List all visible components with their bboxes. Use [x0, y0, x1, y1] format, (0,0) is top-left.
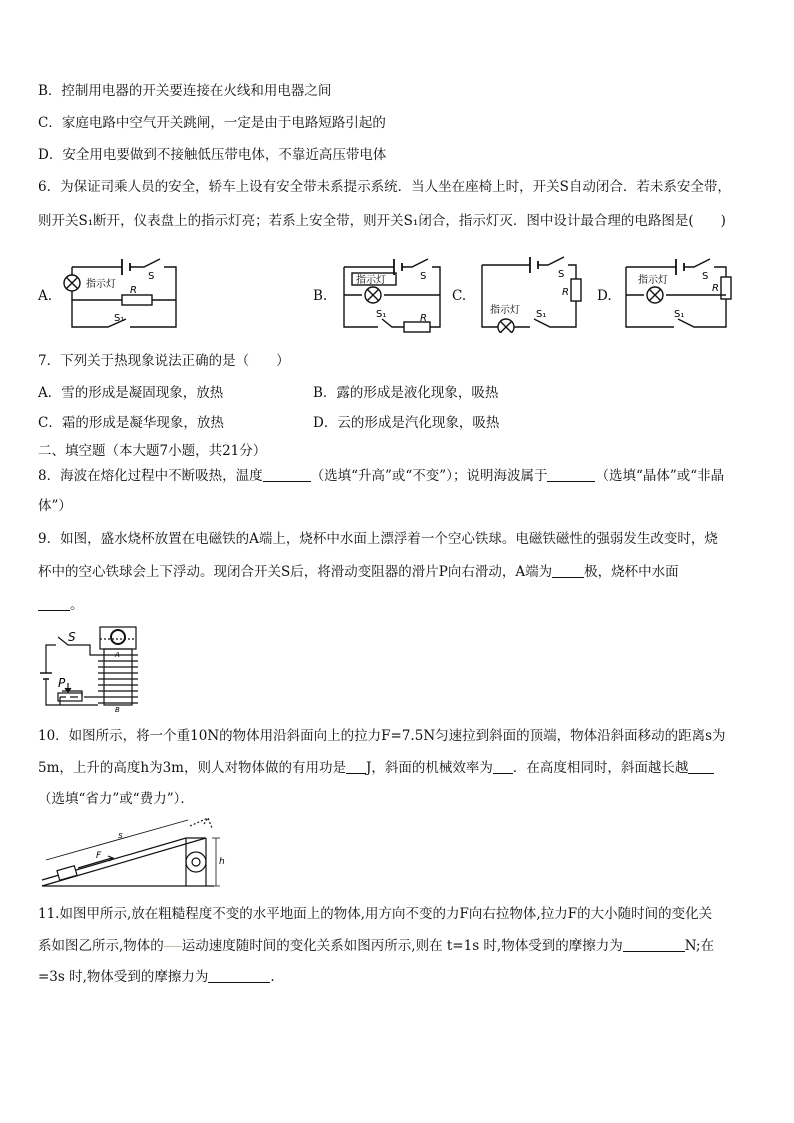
q9-line1: 9．如图，盛水烧杯放置在电磁铁的A端上，烧杯中水面上漂浮着一个空心铁球。电磁铁磁性的强弱发生改变时，烧 [38, 531, 718, 547]
q6-stem-line2: 则开关S₁断开，仪表盘上的指示灯亮；若系上安全带，则开关S₁闭合，指示灯灭．图中设计最合理的电路图是( ) [38, 213, 726, 229]
q5-option-c: C．家庭电路中空气开关跳闸，一定是由于电路短路引起的 [38, 115, 386, 131]
q7-option-b: B．露的形成是液化现象，吸热 [313, 385, 499, 401]
switch-s1-label: S₁ [536, 309, 547, 320]
switch-s-label: S [420, 271, 427, 282]
circuit-diagram-a [60, 255, 185, 333]
lamp-label: 指示灯 [86, 279, 116, 290]
q8-line1: 8．海波在熔化过程中不断吸热，温度 （选填“升高”或“不变”）；说明海波属于 （选填“晶体”或“非晶 [38, 468, 725, 484]
resistor-r-label: R [130, 285, 137, 296]
q5-option-b: B．控制用电器的开关要连接在火线和用电器之间 [38, 83, 332, 99]
switch-s-label: S [558, 269, 565, 280]
q6-option-a-label: A. [38, 288, 53, 304]
switch-s-label: S [68, 630, 76, 644]
answer-blank[interactable] [688, 759, 714, 774]
q7-stem: 7．下列关于热现象说法正确的是（ ） [38, 353, 290, 369]
answer-blank[interactable] [346, 759, 366, 774]
lamp-label: 指示灯 [356, 275, 386, 286]
end-b-label: B [115, 706, 120, 713]
q10-line1: 10．如图所示，将一个重10N的物体用沿斜面向上的拉力F=7.5N匀速拉到斜面的顶端，物体沿斜面移动的距离s为 [38, 728, 726, 744]
resistor-r-label: R [420, 313, 427, 324]
lamp-label: 指示灯 [638, 275, 668, 286]
distance-s-label: s [118, 831, 123, 841]
q7-option-c: C．霜的形成是凝华现象，放热 [38, 415, 224, 431]
height-h-label: h [219, 857, 225, 867]
incline-figure [38, 810, 228, 890]
q6-option-d-label: D. [597, 288, 612, 304]
q10-line3: （选填“省力”或“费力”）． [38, 791, 194, 807]
answer-blank[interactable] [263, 467, 311, 482]
q5-option-d: D．安全用电要做到不接触低压带电体，不靠近高压带电体 [38, 147, 387, 163]
electromagnet-figure [38, 625, 143, 713]
q6-option-c-label: C. [452, 288, 467, 304]
answer-blank[interactable] [623, 937, 685, 952]
q7-option-a: A．雪的形成是凝固现象，放热 [38, 385, 224, 401]
switch-s1-label: S₁ [376, 309, 387, 320]
circuit-diagram-c [478, 255, 588, 333]
q11-line1: 11.如图甲所示,放在粗糙程度不变的水平地面上的物体,用方向不变的力F向右拉物体,拉力F的大小随时间的变化关 [38, 906, 713, 922]
answer-blank[interactable] [493, 759, 513, 774]
force-f-label: F [96, 851, 102, 861]
end-a-label: A [115, 651, 120, 659]
q6-stem-line1: 6．为保证司乘人员的安全，轿车上设有安全带未系提示系统．当人坐在座椅上时，开关S自动闭合．若未系安全带， [38, 179, 731, 195]
resistor-r-label: R [712, 283, 719, 294]
answer-blank[interactable] [38, 596, 70, 611]
switch-s-label: S [702, 271, 709, 282]
q10-line2: 5m，上升的高度h为3m，则人对物体做的有用功是 J，斜面的机械效率为 ．在高度相同时，斜面越长越 [38, 759, 714, 777]
answer-blank[interactable] [552, 563, 584, 578]
answer-blank[interactable] [208, 968, 270, 983]
q8-line2: 体”） [38, 498, 72, 514]
q11-line2: 系如图乙所示,物体的 运动速度随时间的变化关系如图丙所示,则在 t=1s 时,物体受到的摩擦力为 N;在 [38, 938, 715, 954]
section-heading: 二、填空题（本大题7小题，共21分） [38, 443, 267, 459]
resistor-r-label: R [562, 287, 569, 298]
switch-s1-label: S₁ [114, 313, 125, 324]
q11-line3: =3s 时,物体受到的摩擦力为 . [38, 969, 275, 985]
circuit-diagram-b [340, 255, 445, 333]
q9-line2: 杯中的空心铁球会上下浮动。现闭合开关S后，将滑动变阻器的滑片P向右滑动，A端为 极，烧杯中水面 [38, 564, 679, 580]
answer-blank[interactable] [547, 467, 595, 482]
q6-option-b-label: B. [313, 288, 328, 304]
circuit-diagram-d [622, 255, 734, 333]
q9-line3: 。 [38, 596, 84, 614]
lamp-label: 指示灯 [490, 305, 520, 316]
switch-s-label: S [148, 271, 155, 282]
switch-s1-label: S₁ [674, 309, 685, 320]
q7-option-d: D．云的形成是汽化现象，吸热 [313, 415, 500, 431]
slider-p-label: P [58, 676, 66, 690]
